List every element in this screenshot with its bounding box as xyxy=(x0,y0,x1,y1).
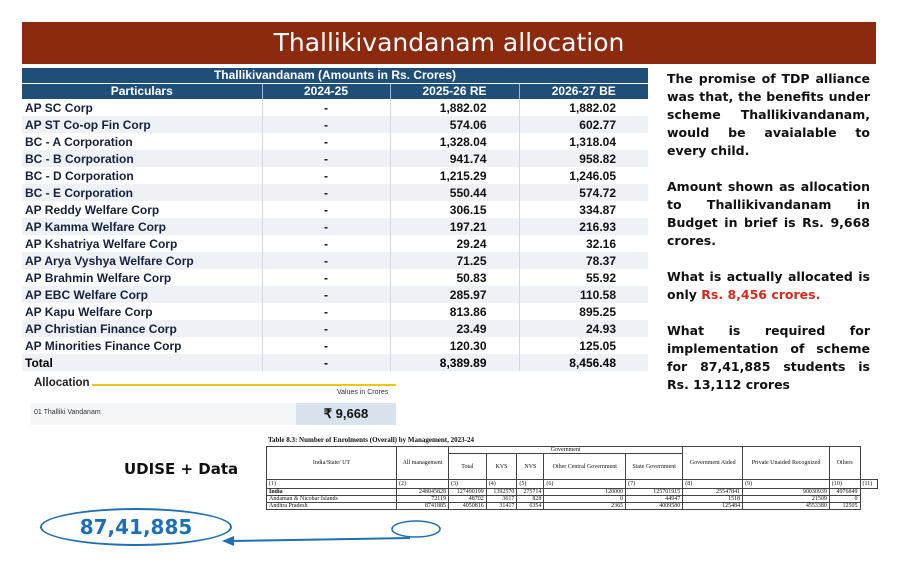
cell-2024-25: - xyxy=(262,99,390,116)
udise-row xyxy=(267,496,878,503)
note-amount: Rs. 9,668 crores. xyxy=(667,215,870,248)
col-header-2025-26: 2025-26 RE xyxy=(390,83,519,99)
arrow-line xyxy=(232,538,410,541)
udise-index-cell: (10) xyxy=(829,480,860,489)
cell-particulars: AP ST Co-op Fin Corp xyxy=(22,116,262,133)
udise-col-private: Private Unaided Recognized xyxy=(743,447,830,480)
cell-2025-26-re: 574.06 xyxy=(390,116,519,133)
udise-cell-state: India xyxy=(267,489,397,496)
cell-particulars: BC - D Corporation xyxy=(22,167,262,184)
udise-cell-value: 21509 xyxy=(743,496,830,503)
cell-2026-27-be: 78.37 xyxy=(519,252,648,269)
udise-cell-value: 25547841 xyxy=(683,489,743,496)
udise-index-cell: (5) xyxy=(517,480,544,489)
udise-index-cell: (1) xyxy=(267,480,397,489)
udise-cell-value: 828 xyxy=(517,496,544,503)
cell-particulars: AP Minorities Finance Corp xyxy=(22,337,262,354)
udise-cell-value: 1518 xyxy=(683,496,743,503)
udise-cell-value: 3617 xyxy=(486,496,517,503)
cell-2024-25: - xyxy=(262,286,390,303)
cell-2026-27-be: 958.82 xyxy=(519,150,648,167)
udise-col-others: Others xyxy=(829,447,860,480)
udise-col-kvs: KVS xyxy=(486,454,517,480)
udise-cell-value: 4976849 xyxy=(829,489,860,496)
udise-title: UDISE + Data xyxy=(124,460,239,478)
udise-index-cell: (8) xyxy=(683,480,743,489)
udise-row xyxy=(267,503,878,510)
cell-2024-25: - xyxy=(262,116,390,133)
udise-cell-value: 90030939 xyxy=(743,489,830,496)
cell-particulars: AP Christian Finance Corp xyxy=(22,320,262,337)
cell-2026-27-be: 125.05 xyxy=(579,338,616,353)
udise-index-cell: (7) xyxy=(626,480,683,489)
cell-2024-25: - xyxy=(262,184,390,201)
udise-cell-value: 12505 xyxy=(829,503,860,510)
cell-2026-27-be: 1,882.02 xyxy=(569,100,616,115)
cell-2025-26-re: 941.74 xyxy=(390,150,519,167)
cell-2024-25: - xyxy=(262,337,390,354)
udise-col-gov-total: Total xyxy=(449,454,487,480)
cell-2025-26-re: 813.86 xyxy=(390,303,519,320)
cell-2024-25: - xyxy=(262,201,390,218)
udise-index-cell: (9) xyxy=(743,480,830,489)
udise-row xyxy=(267,489,878,496)
note-text: Amount shown as allocation to Thallikivandanam in Budget in brief is xyxy=(667,179,870,230)
cell-2025-26-re: 1,215.29 xyxy=(390,167,519,184)
cell-particulars: AP Kapu Welfare Corp xyxy=(22,303,262,320)
udise-cell-value: 1392570 xyxy=(486,489,517,496)
cell-2025-26-re: 8,389.89 xyxy=(390,354,519,371)
highlight-value: 87,41,885 xyxy=(79,515,193,539)
note-amount-red: Rs. 8,456 crores. xyxy=(701,287,821,302)
udise-cell-value: 0 xyxy=(544,496,626,503)
ap-highlight-ellipse xyxy=(392,521,440,537)
note-text: What is required for implementation of scheme for 87,41,885 students is xyxy=(667,323,870,374)
cell-2025-26-re: 29.24 xyxy=(390,235,519,252)
cell-2024-25: - xyxy=(262,354,390,371)
cell-particulars: AP Brahmin Welfare Corp xyxy=(22,269,262,286)
udise-cell-value: 127490199 xyxy=(449,489,487,496)
udise-cell-value: 275714 xyxy=(517,489,544,496)
cell-2026-27-be: 110.58 xyxy=(519,286,648,303)
udise-cell-value: 0 xyxy=(829,496,860,503)
udise-index-row xyxy=(267,480,878,489)
udise-cell-value: 31417 xyxy=(486,503,517,510)
cell-2026-27-be: 8,456.48 xyxy=(519,354,648,371)
udise-cell-value: 125701915 xyxy=(626,489,683,496)
cell-particulars: AP SC Corp xyxy=(22,99,262,116)
udise-cell-value: 248045828 xyxy=(397,489,449,496)
cell-2025-26-re: 23.49 xyxy=(390,320,519,337)
cell-particulars: BC - A Corporation xyxy=(22,133,262,150)
cell-2026-27-be: 574.72 xyxy=(519,184,648,201)
udise-col-other-central: Other Central Government xyxy=(544,454,626,480)
cell-2025-26-re: 1,328.04 xyxy=(390,133,519,150)
udise-col-all: All management xyxy=(397,447,449,480)
udise-col-government: Government xyxy=(449,447,683,454)
col-header-2026-27: 2026-27 BE xyxy=(519,83,648,99)
cell-2026-27-be: 602.77 xyxy=(519,116,648,133)
cell-2025-26-re: 550.44 xyxy=(390,184,519,201)
cell-2024-25: - xyxy=(262,167,390,184)
page-banner: Thallikivandanam allocation xyxy=(22,22,876,64)
cell-2026-27-be: 334.87 xyxy=(579,202,616,217)
cell-particulars: BC - E Corporation xyxy=(22,184,262,201)
udise-col-state: India/State/ UT xyxy=(267,447,397,480)
udise-index-cell: (2) xyxy=(397,480,449,489)
cell-2024-25: - xyxy=(262,218,390,235)
udise-cell-state: Andhra Pradesh xyxy=(267,503,397,510)
udise-table-caption: Table 8.3: Number of Enrolments (Overall) by Management, 2023-24 xyxy=(268,436,474,444)
cell-2025-26-re: 50.83 xyxy=(390,269,519,286)
cell-2026-27-be: 1,318.04 xyxy=(569,134,616,149)
col-header-2024-25: 2024-25 xyxy=(262,83,390,99)
udise-table xyxy=(266,446,878,510)
udise-cell-value: 44947 xyxy=(626,496,683,503)
cell-2024-25: - xyxy=(262,252,390,269)
udise-cell-value: 125484 xyxy=(683,503,743,510)
values-in-label: Values in Crores xyxy=(337,389,389,396)
cell-2025-26-re: 285.97 xyxy=(390,286,519,303)
cell-2026-27-be: 895.25 xyxy=(579,304,616,319)
note-promise: The promise of TDP alliance was that, the benefits under scheme Thallikivandanam, would be avaialable to every child. xyxy=(667,71,870,158)
cell-2025-26-re: 306.15 xyxy=(390,201,519,218)
col-header-particulars: Particulars xyxy=(22,83,262,99)
udise-index-cell: (6) xyxy=(544,480,626,489)
udise-cell-value: 4553380 xyxy=(743,503,830,510)
cell-2026-27-be: 1,246.05 xyxy=(569,168,616,183)
cell-2024-25: - xyxy=(262,303,390,320)
udise-col-nvs: NVS xyxy=(517,454,544,480)
cell-2024-25: - xyxy=(262,320,390,337)
cell-2025-26-re: 1,882.02 xyxy=(390,99,519,116)
table-caption: Thallikivandanam (Amounts in Rs. Crores) xyxy=(22,68,648,83)
arrow-head xyxy=(222,536,234,546)
note-amount: Rs. 13,112 crores xyxy=(667,377,790,392)
udise-index-cell: (11) xyxy=(860,480,877,489)
cell-particulars: AP Kshatriya Welfare Corp xyxy=(22,235,262,252)
udise-cell-value: 120000 xyxy=(544,489,626,496)
cell-2026-27-be: 55.92 xyxy=(585,270,616,285)
cell-2026-27-be: 216.93 xyxy=(519,218,648,235)
udise-index-cell: (3) xyxy=(449,480,487,489)
cell-2025-26-re: 120.30 xyxy=(390,337,519,354)
udise-cell-value: 8741885 xyxy=(397,503,449,510)
note-text: What is actually allocated is only xyxy=(667,269,870,302)
cell-particulars: Total xyxy=(22,354,262,371)
udise-cell-state: Andaman & Nicobar Islands xyxy=(267,496,397,503)
udise-cell-value: 6354 xyxy=(517,503,544,510)
udise-cell-value: 4009580 xyxy=(626,503,683,510)
udise-col-gov-aided: Government Aided xyxy=(683,447,743,480)
cell-2025-26-re: 71.25 xyxy=(390,252,519,269)
cell-particulars: AP EBC Welfare Corp xyxy=(22,286,262,303)
cell-particulars: BC - B Corporation xyxy=(22,150,262,167)
udise-col-state-gov: State Government xyxy=(626,454,683,480)
cell-2025-26-re: 197.21 xyxy=(390,218,519,235)
cell-2024-25: - xyxy=(262,235,390,252)
udise-cell-value: 48702 xyxy=(449,496,487,503)
cell-particulars: AP Reddy Welfare Corp xyxy=(22,201,262,218)
cell-2026-27-be: 32.16 xyxy=(585,236,616,251)
allocation-row-value: ₹ 9,668 xyxy=(296,403,396,425)
cell-2024-25: - xyxy=(262,269,390,286)
cell-2024-25: - xyxy=(262,133,390,150)
udise-cell-value: 72119 xyxy=(397,496,449,503)
udise-cell-value: 4050816 xyxy=(449,503,487,510)
udise-cell-value: 2365 xyxy=(544,503,626,510)
cell-particulars: AP Arya Vyshya Welfare Corp xyxy=(22,252,262,269)
udise-index-cell: (4) xyxy=(486,480,517,489)
allocation-title: Allocation xyxy=(34,377,90,389)
cell-2026-27-be: 24.93 xyxy=(519,320,648,337)
cell-2024-25: - xyxy=(262,150,390,167)
cell-particulars: AP Kamma Welfare Corp xyxy=(22,218,262,235)
allocation-row-label: 01 Thalliki Vandanam xyxy=(34,409,101,416)
